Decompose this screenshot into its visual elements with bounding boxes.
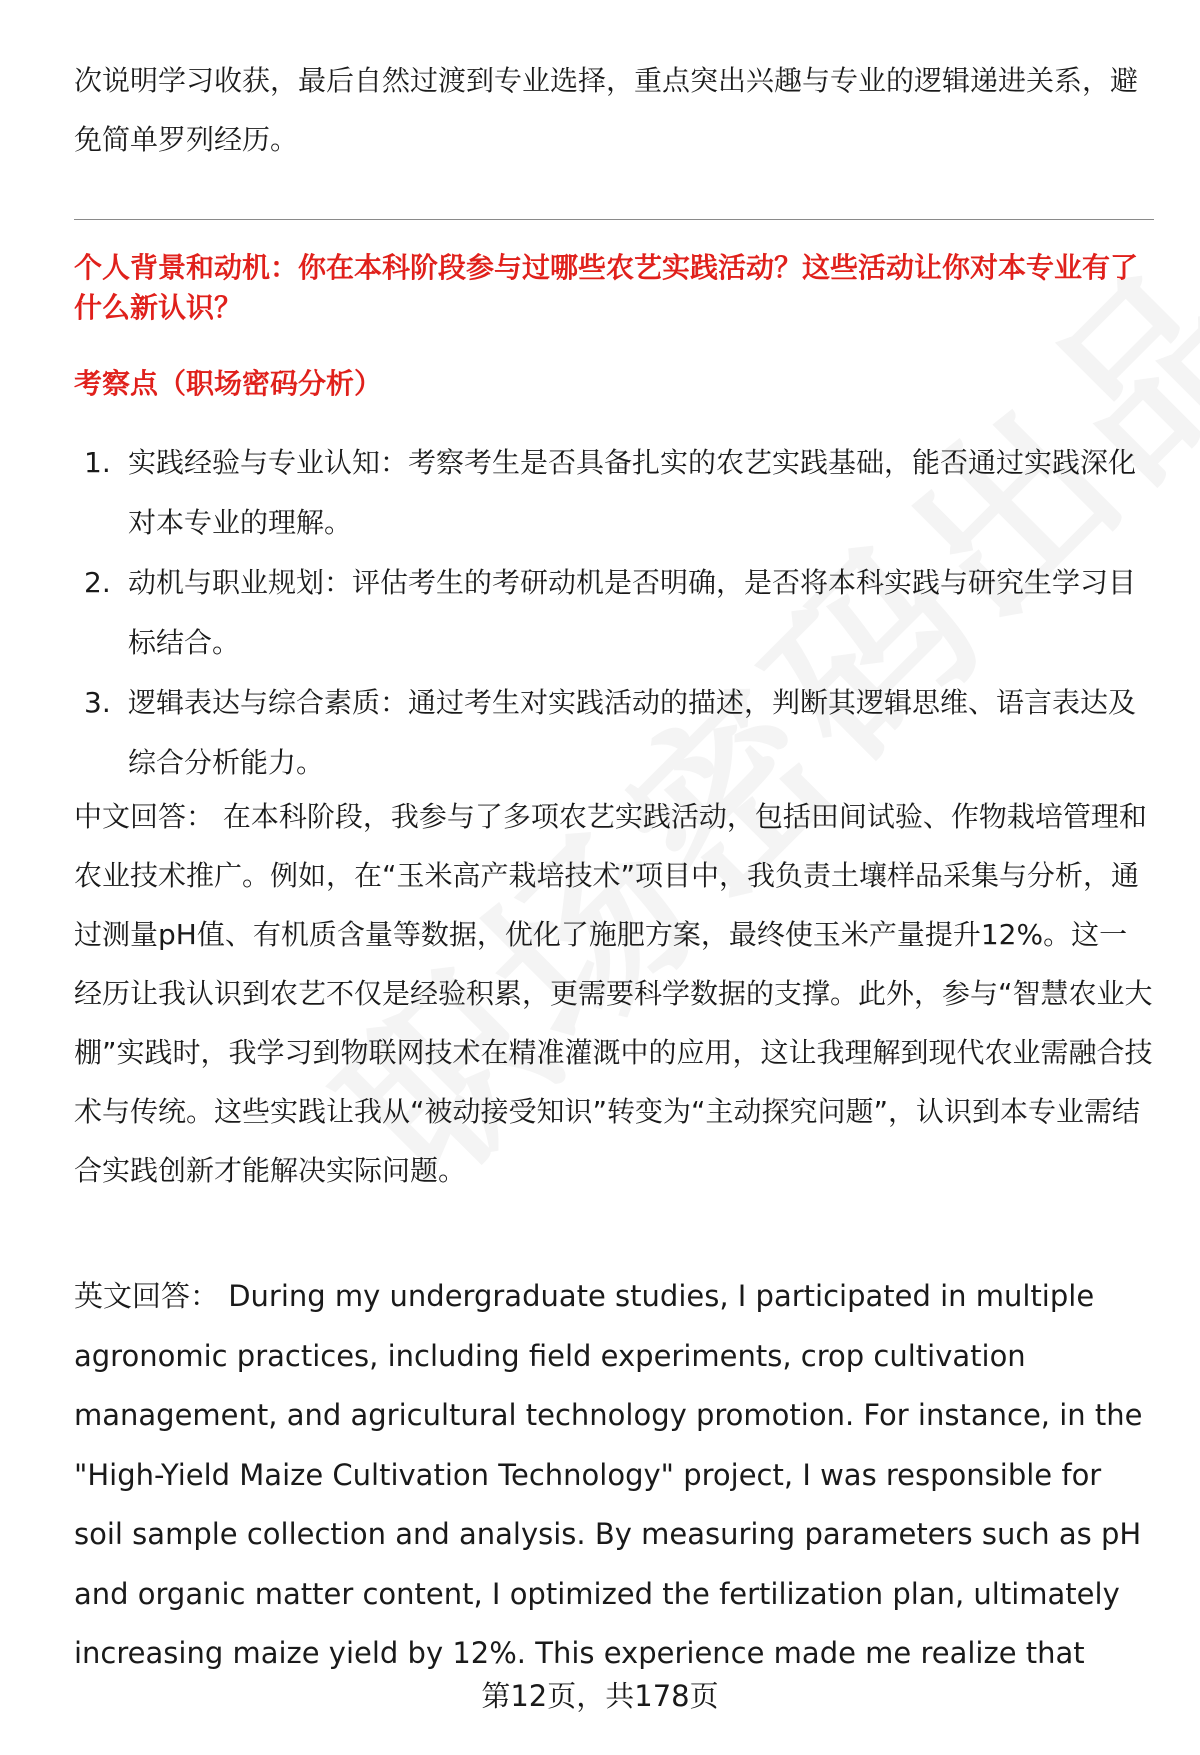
exam-point-number: 1. [84,446,111,479]
exam-point-item [74,673,1154,793]
exam-point-number: 2. [84,566,111,599]
exam-point-text: 实践经验与专业认知：考察考生是否具备扎实的农艺实践基础，能否通过实践深化对本专业的理解。 [128,446,1137,539]
exam-points-list [74,433,1154,793]
section-divider [74,219,1154,220]
exam-points-heading: 考察点（职场密码分析） [74,367,383,400]
exam-point-item [74,433,1154,553]
english-answer: 英文回答： During my undergraduate studies, I participated in multiple agronomic practices, including field experiments, crop cultivation management, and agricultural technology promotion. For instance, in the "High-Yield Maize Cultivation Technology" project, I was responsible for soil sample collection and analysis. By measuring parameters such as pH and organic matter content, I optimized the fertilization plan, ultimately increasing maize yield by 12%. This experience made me realize that [74,1279,1143,1670]
question-heading: 个人背景和动机：你在本科阶段参与过哪些农艺实践活动？这些活动让你对本专业有了什么新认识？ [74,251,1139,324]
intro-paragraph: 次说明学习收获，最后自然过渡到专业选择，重点突出兴趣与专业的逻辑递进关系，避免简单罗列经历。 [74,64,1139,156]
exam-point-text: 动机与职业规划：评估考生的考研动机是否明确，是否将本科实践与研究生学习目标结合。 [128,566,1137,659]
exam-point-item [74,553,1154,673]
exam-point-number: 3. [84,686,111,719]
page-footer: 第12页，共178页 [481,1679,719,1713]
exam-point-text: 逻辑表达与综合素质：通过考生对实践活动的描述，判断其逻辑思维、语言表达及综合分析能力。 [128,686,1137,779]
chinese-answer: 中文回答： 在本科阶段，我参与了多项农艺实践活动，包括田间试验、作物栽培管理和农业技术推广。例如，在“玉米高产栽培技术”项目中，我负责土壤样品采集与分析，通过测量pH值、有机质含量等数据，优化了施肥方案，最终使玉米产量提升12%。这一经历让我认识到农艺不仅是经验积累，更需要科学数据的支撑。此外，参与“智慧农业大棚”实践时，我学习到物联网技术在精准灌溉中的应用，这让我理解到现代农业需融合技术与传统。这些实践让我从“被动接受知识”转变为“主动探究问题”，认识到本专业需结合实践创新才能解决实际问题。 [74,800,1153,1187]
